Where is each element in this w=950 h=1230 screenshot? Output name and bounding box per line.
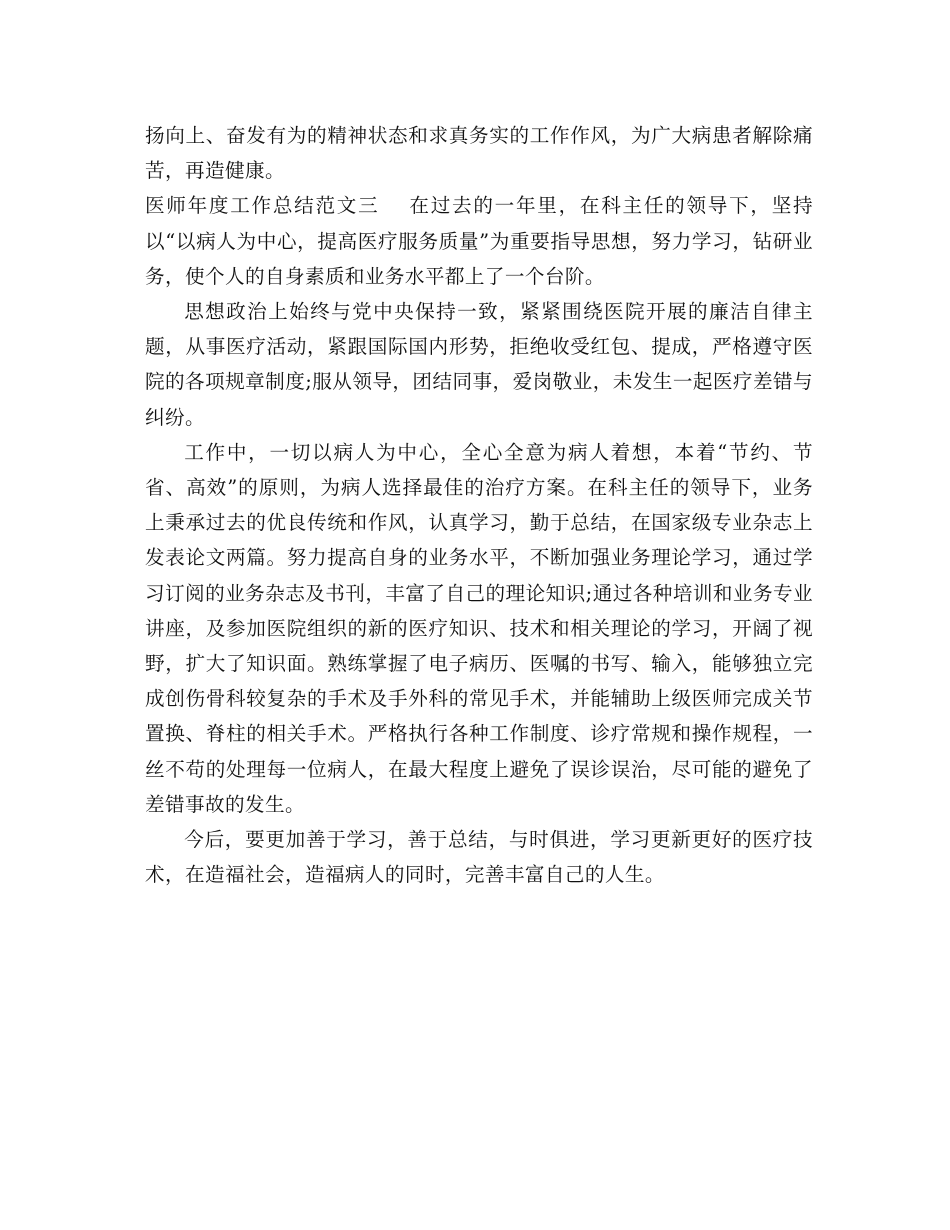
section-heading: 医师年度工作总结范文三 xyxy=(145,194,380,218)
paragraph-politics: 思想政治上始终与党中央保持一致，紧紧围绕医院开展的廉洁自律主题，从事医疗活动，紧跟国际国内形势，拒绝收受红包、提成，严格遵守医院的各项规章制度;服从领导，团结同事，爱岗敬业，未发生一起医疗差错与纠纷。 xyxy=(145,300,813,429)
paragraph-work: 工作中，一切以病人为中心，全心全意为病人着想，本着“节约、节省、高效”的原则，为病人选择最佳的治疗方案。在科主任的领导下，业务上秉承过去的优良传统和作风，认真学习，勤于总结，在国家级专业杂志上发表论文两篇。努力提高自身的业务水平，不断加强业务理论学习，通过学习订阅的业务杂志及书刊，丰富了自己的理论知识;通过各种培训和业务专业讲座，及参加医院组织的新的医疗知识、技术和相关理论的学习，开阔了视野，扩大了知识面。熟练掌握了电子病历、医嘱的书写、输入，能够独立完成创伤骨科较复杂的手术及手外科的常见手术，并能辅助上级医师完成关节置换、脊柱的相关手术。严格执行各种工作制度、诊疗常规和操作规程，一丝不苟的处理每一位病人，在最大程度上避免了误诊误治，尽可能的避免了差错事故的发生。 xyxy=(145,440,813,816)
document-body xyxy=(145,118,813,892)
paragraph-future: 今后，要更加善于学习，善于总结，与时俱进，学习更新更好的医疗技术，在造福社会，造福病人的同时，完善丰富自己的人生。 xyxy=(145,828,813,887)
section-intro-text: 在过去的一年里，在科主任的领导下，坚持以“以病人为中心，提高医疗服务质量”为重要指导思想，努力学习，钻研业务，使个人的自身素质和业务水平都上了一个台阶。 xyxy=(145,194,813,288)
paragraph-continuation: 扬向上、奋发有为的精神状态和求真务实的工作作风，为广大病患者解除痛苦，再造健康。 xyxy=(145,124,813,183)
paragraph-section-intro xyxy=(145,188,813,294)
